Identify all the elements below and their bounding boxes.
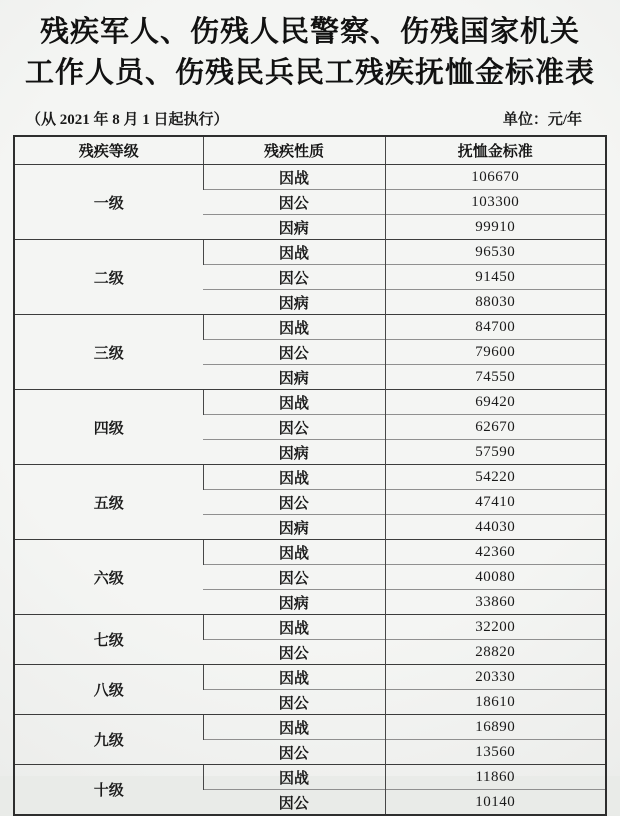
amount-cell: 10140 [385, 790, 606, 816]
amount-cell: 79600 [385, 340, 606, 365]
nature-cell: 因战 [203, 540, 385, 565]
amount-cell: 16890 [385, 715, 606, 740]
nature-cell: 因公 [203, 790, 385, 816]
amount-cell: 62670 [385, 415, 606, 440]
nature-cell: 因公 [203, 190, 385, 215]
amount-cell: 42360 [385, 540, 606, 565]
level-cell: 一级 [14, 165, 203, 240]
table-row [14, 165, 606, 190]
amount-cell: 40080 [385, 565, 606, 590]
header-disability-nature: 残疾性质 [203, 136, 385, 165]
amount-cell: 32200 [385, 615, 606, 640]
amount-cell: 74550 [385, 365, 606, 390]
nature-cell: 因战 [203, 315, 385, 340]
amount-cell: 47410 [385, 490, 606, 515]
amount-cell: 96530 [385, 240, 606, 265]
nature-cell: 因公 [203, 740, 385, 765]
amount-cell: 99910 [385, 215, 606, 240]
table-row [14, 615, 606, 640]
amount-cell: 18610 [385, 690, 606, 715]
level-cell: 八级 [14, 665, 203, 715]
meta-row [0, 94, 620, 135]
nature-cell: 因战 [203, 165, 385, 190]
nature-cell: 因战 [203, 665, 385, 690]
pension-standards-table [13, 135, 607, 816]
amount-cell: 28820 [385, 640, 606, 665]
nature-cell: 因公 [203, 415, 385, 440]
nature-cell: 因公 [203, 265, 385, 290]
nature-cell: 因战 [203, 390, 385, 415]
level-cell: 六级 [14, 540, 203, 615]
nature-cell: 因病 [203, 365, 385, 390]
amount-cell: 44030 [385, 515, 606, 540]
nature-cell: 因公 [203, 490, 385, 515]
document-title [0, 0, 620, 94]
nature-cell: 因战 [203, 615, 385, 640]
level-cell: 二级 [14, 240, 203, 315]
amount-cell: 91450 [385, 265, 606, 290]
nature-cell: 因战 [203, 715, 385, 740]
nature-cell: 因公 [203, 640, 385, 665]
table-row [14, 665, 606, 690]
title-line-1: 残疾军人、伤残人民警察、伤残国家机关 [39, 16, 580, 48]
level-cell: 三级 [14, 315, 203, 390]
amount-cell: 33860 [385, 590, 606, 615]
pension-table-body [14, 165, 606, 816]
nature-cell: 因病 [203, 515, 385, 540]
table-row [14, 540, 606, 565]
title-line-2: 工作人员、伤残民兵民工残疾抚恤金标准表 [24, 57, 595, 89]
effective-date-note: （从 2021 年 8 月 1 日起执行） [26, 112, 229, 128]
level-cell: 十级 [14, 765, 203, 816]
level-cell: 四级 [14, 390, 203, 465]
nature-cell: 因病 [203, 590, 385, 615]
table-row [14, 240, 606, 265]
amount-cell: 54220 [385, 465, 606, 490]
amount-cell: 20330 [385, 665, 606, 690]
header-pension-standard: 抚恤金标准 [385, 136, 606, 165]
table-row [14, 390, 606, 415]
nature-cell: 因公 [203, 565, 385, 590]
level-cell: 七级 [14, 615, 203, 665]
amount-cell: 88030 [385, 290, 606, 315]
level-cell: 五级 [14, 465, 203, 540]
table-header-row [14, 136, 606, 165]
amount-cell: 84700 [385, 315, 606, 340]
header-disability-level: 残疾等级 [14, 136, 203, 165]
amount-cell: 13560 [385, 740, 606, 765]
nature-cell: 因病 [203, 290, 385, 315]
nature-cell: 因公 [203, 340, 385, 365]
nature-cell: 因病 [203, 440, 385, 465]
nature-cell: 因公 [203, 690, 385, 715]
unit-note: 单位：元/年 [502, 112, 582, 128]
nature-cell: 因战 [203, 465, 385, 490]
nature-cell: 因病 [203, 215, 385, 240]
amount-cell: 106670 [385, 165, 606, 190]
amount-cell: 11860 [385, 765, 606, 790]
table-row [14, 715, 606, 740]
nature-cell: 因战 [203, 765, 385, 790]
amount-cell: 57590 [385, 440, 606, 465]
table-row [14, 315, 606, 340]
level-cell: 九级 [14, 715, 203, 765]
nature-cell: 因战 [203, 240, 385, 265]
amount-cell: 103300 [385, 190, 606, 215]
table-row [14, 765, 606, 790]
amount-cell: 69420 [385, 390, 606, 415]
table-row [14, 465, 606, 490]
